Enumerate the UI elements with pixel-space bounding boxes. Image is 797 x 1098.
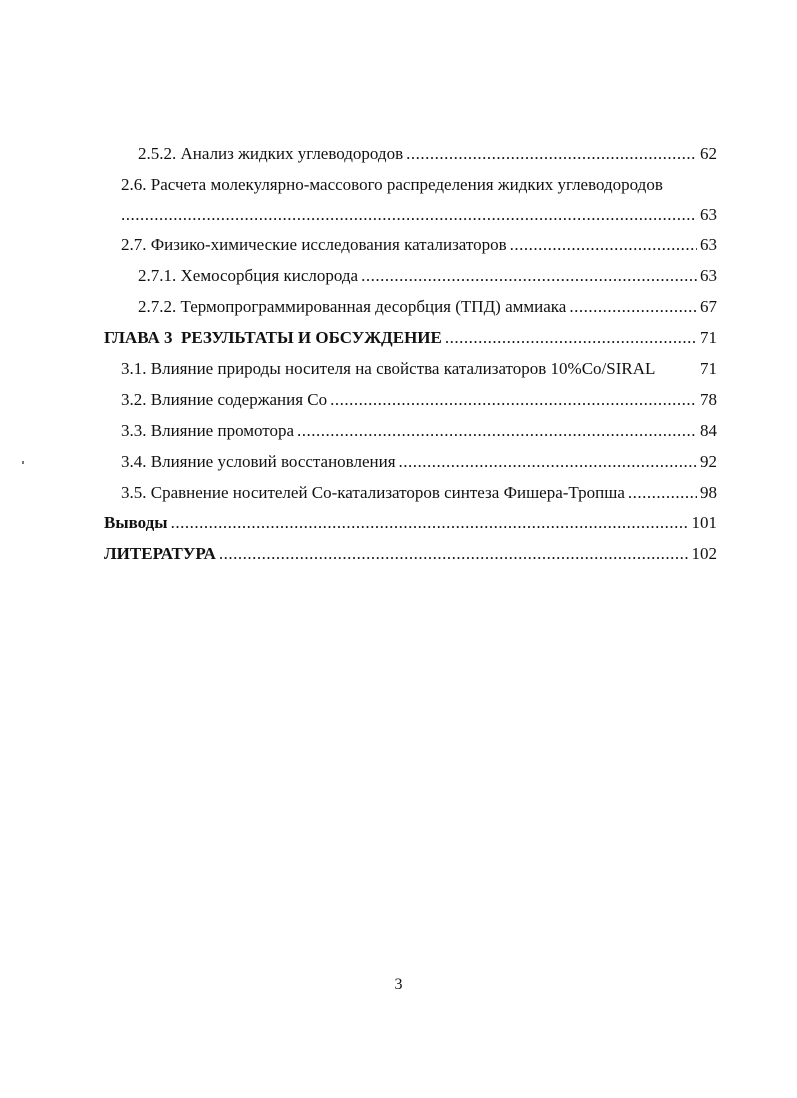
- toc-entry-title: 3.1. Влияние природы носителя на свойства катализаторов 10%Co/SIRAL: [121, 359, 656, 378]
- toc-leader-dots: [361, 266, 697, 286]
- toc-leader-dots: [219, 544, 689, 564]
- toc-leader-dots: [330, 390, 697, 410]
- toc-entry-page: 102: [691, 544, 717, 563]
- toc-entry-page: 84: [700, 421, 717, 440]
- toc-entry: [121, 421, 717, 441]
- toc-entry-title: ГЛАВА 3 РЕЗУЛЬТАТЫ И ОБСУЖДЕНИЕ: [104, 328, 442, 347]
- toc-entry-title: 3.4. Влияние условий восстановления: [121, 452, 396, 471]
- scan-speck: [22, 461, 24, 464]
- toc-entry-title: 3.3. Влияние промотора: [121, 421, 295, 440]
- toc-entry: [104, 513, 717, 533]
- toc-leader-dots: [399, 452, 697, 472]
- toc-entry-page: 63: [700, 266, 717, 285]
- toc-entry: [121, 235, 717, 255]
- toc-entry-page: 71: [700, 359, 717, 378]
- toc-entry: [121, 483, 717, 503]
- toc-entry-page: 63: [700, 205, 717, 224]
- toc-leader-dots: [121, 205, 697, 225]
- toc-entry: [138, 297, 717, 317]
- toc-entry: [138, 266, 717, 286]
- toc-entry-title: 2.7.2. Термопрограммированная десорбция (ТПД) аммиака: [138, 297, 567, 316]
- toc-entry-title: 2.5.2. Анализ жидких углеводородов: [138, 144, 404, 163]
- toc-entry-title: 3.5. Сравнение носителей Co-катализаторов синтеза Фишера-Тропша: [121, 483, 625, 502]
- toc-leader-dots: [628, 483, 697, 503]
- toc-entry: [121, 390, 717, 410]
- toc-entry-page: 62: [700, 144, 717, 163]
- toc-entry: [104, 328, 717, 348]
- toc-entry-title: Выводы: [104, 513, 168, 532]
- toc-entry-page: 67: [700, 297, 717, 316]
- toc-leader-dots: [171, 513, 689, 533]
- toc-entry: [104, 544, 717, 564]
- toc-leader-dots: [569, 297, 697, 317]
- toc-entry-page: 98: [700, 483, 717, 502]
- toc-entry-title: ЛИТЕРАТУРА: [104, 544, 216, 563]
- toc-leader-dots: [445, 328, 697, 348]
- toc-entry-page: 71: [700, 328, 717, 347]
- toc-entry-page: 92: [700, 452, 717, 471]
- page-number: 3: [394, 976, 403, 993]
- toc-entry-title: 2.7. Физико-химические исследования катализаторов: [121, 235, 507, 254]
- toc-entry-title: 3.2. Влияние содержания Co: [121, 390, 328, 409]
- toc-entry-page: 78: [700, 390, 717, 409]
- toc-entry: [121, 359, 717, 379]
- toc-leader-dots: [297, 421, 697, 441]
- toc-entry: [121, 452, 717, 472]
- toc-leader-dots: [510, 235, 697, 255]
- toc-leader-dots: [406, 144, 697, 164]
- toc-entry-page: 63: [700, 235, 717, 254]
- toc-entry-title: 2.6. Расчета молекулярно-массового распределения жидких углеводородов: [121, 175, 663, 194]
- toc-entry: [121, 205, 717, 225]
- toc-entry: [138, 144, 717, 164]
- toc-entry-title: 2.7.1. Хемосорбция кислорода: [138, 266, 359, 285]
- toc-entry-page: 101: [691, 513, 717, 532]
